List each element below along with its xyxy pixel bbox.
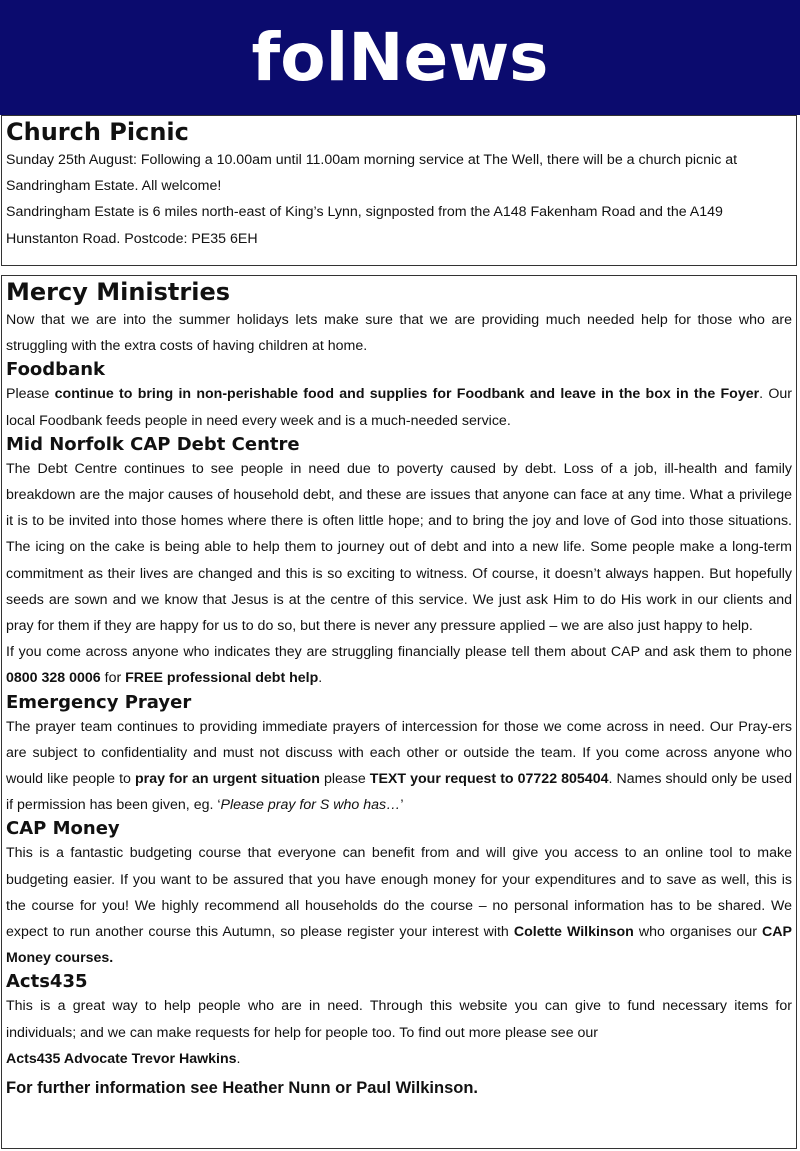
free-debt-help: FREE professional debt help (125, 670, 319, 687)
prayer-text-number: TEXT your request to 07722 805404 (369, 771, 609, 788)
further-information-line: For further information see Heather Nunn or Paul Wilkinson. (6, 1079, 478, 1098)
mercy-ministries-section (1, 275, 797, 1149)
acts435-advocate: Acts435 Advocate Trevor Hawkins (6, 1050, 237, 1067)
cap-money-courses: CAP Money courses. (6, 924, 792, 967)
emergency-prayer-paragraph: The prayer team continues to providing immediate prayers of intercession for those we come across in need. Our Pray-ers are subject to confidentiality and must not discuss with each other or outside the team. If you come across anyone who would like people to pray for an urgent situation please TEXT your request to 07722 805404. Names should only be used if permission has been given, eg. ‘Please pray for S who has…’ (6, 718, 792, 814)
acts435-paragraph: This is a great way to help people who are in need. Through this website you can give to fund necessary items for individuals; and we can make requests for help for people too. To find out more please see our (6, 998, 792, 1041)
cap-phone-number: 0800 328 0006 (6, 670, 101, 687)
cap-money-heading: CAP Money (6, 818, 120, 840)
acts435-advocate-line: Acts435 Advocate Trevor Hawkins. (6, 1050, 241, 1067)
foodbank-heading: Foodbank (6, 359, 105, 381)
church-picnic-paragraph-2: Sandringham Estate is 6 miles north-east of King’s Lynn, signposted from the A148 Fakenham Road and the A149 Hunstanton Road. Postcode: PE35 6EH (6, 204, 723, 247)
acts435-heading: Acts435 (6, 971, 88, 993)
mercy-intro-paragraph: Now that we are into the summer holidays lets make sure that we are providing much needed help for those who are struggling with the extra costs of having children at home. (6, 312, 792, 355)
newsletter-banner (0, 0, 800, 115)
urgent-prayer-request: pray for an urgent situation (135, 771, 320, 788)
emergency-prayer-heading: Emergency Prayer (6, 691, 192, 713)
cap-debt-paragraph-1: The Debt Centre continues to see people in need due to poverty caused by debt. Loss of a job, ill-health and family breakdown are the major causes of household debt, and these are issues that anyone can face at any time. What a privilege it is to be invited into those homes where there is often little hope; and to bring the joy and love of God into those situations. The icing on the cake is being able to help them to journey out of debt and into a new life. Some people make a long-term commitment as their lives are changed and this is so exciting to witness. Of course, it doesn’t always happen. But hopefully seeds are sown and we know that Jesus is at the centre of this service. We just ask Him to do His work in our clients and pray for them if they are happy for us to do so, but there is never any pressure applied – we are also just happy to help. (6, 460, 792, 635)
cap-debt-paragraph-2: If you come across anyone who indicates they are struggling financially please tell them about CAP and ask them to phone 0800 328 0006 for FREE professional debt help. (6, 644, 792, 687)
church-picnic-paragraph-1: Sunday 25th August: Following a 10.00am until 11.00am morning service at The Well, there will be a church picnic at Sandringham Estate. All welcome! (6, 152, 738, 195)
prayer-example: Please pray for S who has… (220, 797, 401, 814)
mercy-ministries-heading: Mercy Ministries (6, 278, 231, 306)
church-picnic-section (1, 115, 797, 266)
cap-debt-heading: Mid Norfolk CAP Debt Centre (6, 433, 300, 455)
church-picnic-heading: Church Picnic (6, 118, 189, 146)
newsletter-title: folNews (251, 19, 549, 96)
foodbank-paragraph: Please continue to bring in non-perishable food and supplies for Foodbank and leave in the box in the Foyer. Our local Foodbank feeds people in need every week and is a much-needed service. (6, 386, 792, 429)
cap-money-contact: Colette Wilkinson (513, 924, 634, 941)
foodbank-request: continue to bring in non-perishable food and supplies for Foodbank and leave in the box in the Foyer (54, 386, 760, 403)
cap-money-paragraph: This is a fantastic budgeting course that everyone can benefit from and will give you access to an online tool to make budgeting easier. If you want to be assured that you have enough money for your expenditures and to save as well, this is the course for you! We highly recommend all households do the course – no personal information has to be shared. We expect to run another course this Autumn, so please register your interest with Colette Wilkinson who organises our CAP Money courses. (6, 845, 792, 967)
